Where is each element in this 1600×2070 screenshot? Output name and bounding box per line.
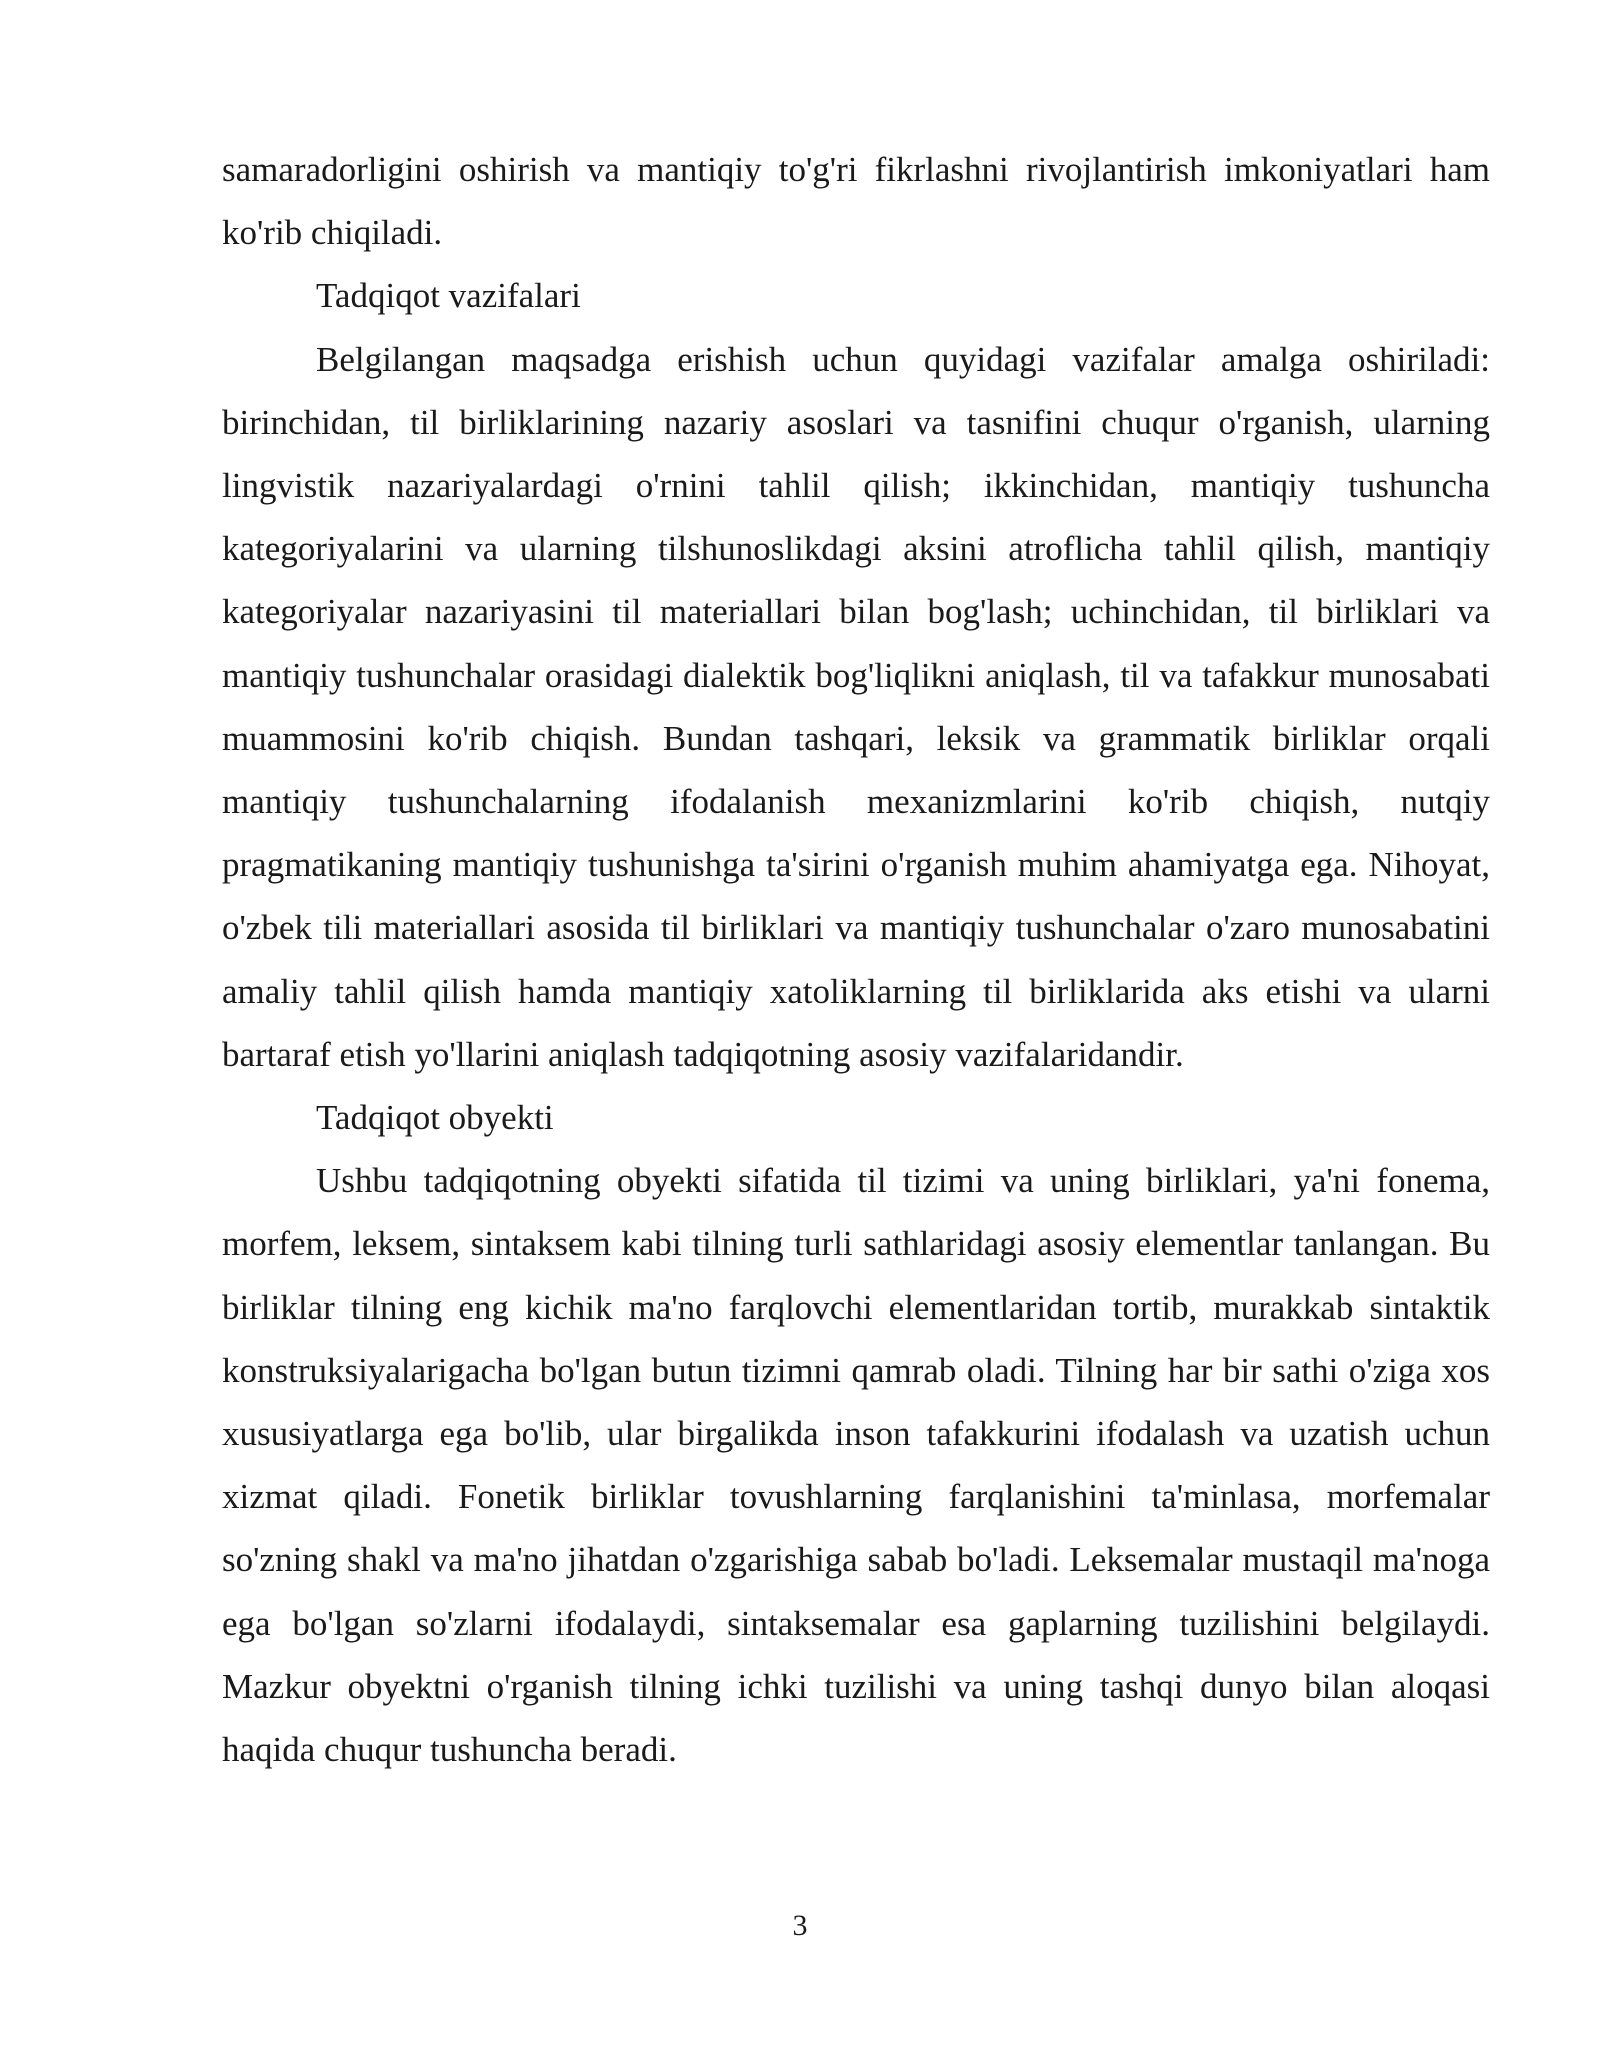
paragraph-tasks: Belgilangan maqsadga erishish uchun quyidagi vazifalar amalga oshiriladi: birinchidan, til birliklarining nazariy asoslari va tasnifini chuqur o'rganish, ularning lingvistik nazariyalardagi o'rnini tahlil qilish; ikkinchidan, mantiqiy tushuncha kategoriyalarini va ularning tilshunoslikdagi aksini atroflicha tahlil qilish, mantiqiy kategoriyalar nazariyasini til materiallari bilan bog'lash; uchinchidan, til birliklari va mantiqiy tushunchalar orasidagi dialektik bog'liqlikni aniqlash, til va tafakkur munosabati muammosini ko'rib chiqish. Bundan tashqari, leksik va grammatik birliklar orqali mantiqiy tushunchalarning ifodalanish mexanizmlarini ko'rib chiqish, nutqiy pragmatikaning mantiqiy tushunishga ta'sirini o'rganish muhim ahamiyatga ega. Nihoyat, o'zbek tili materiallari asosida til birliklari va mantiqiy tushunchalar o'zaro munosabatini amaliy tahlil qilish hamda mantiqiy xatoliklarning til birliklarida aks etishi va ularni bartaraf etish yo'llarini aniqlash tadqiqotning asosiy vazifalaridandir. (222, 339, 1490, 1074)
paragraph-continuation: samaradorligini oshirish va mantiqiy to'g'ri fikrlashni rivojlantirish imkoniyatlari ham ko'rib chiqiladi. (222, 150, 1490, 253)
paragraph-object: Ushbu tadqiqotning obyekti sifatida til tizimi va uning birliklari, ya'ni fonema, morfem, leksem, sintaksem kabi tilning turli sathlaridagi asosiy elementlar tanlangan. Bu birliklar tilning eng kichik ma'no farqlovchi elementlaridan tortib, murakkab sintaktik konstruksiyalarigacha bo'lgan butun tizimni qamrab oladi. Tilning har bir sathi o'ziga xos xususiyatlarga ega bo'lib, ular birgalikda inson tafakkurini ifodalash va uzatish uchun xizmat qiladi. Fonetik birliklar tovushlarning farqlanishini ta'minlasa, morfemalar so'zning shakl va ma'no jihatdan o'zgarishiga sabab bo'ladi. Leksemalar mustaqil ma'noga ega bo'lgan so'zlarni ifodalaydi, sintaksemalar esa gaplarning tuzilishini belgilaydi. Mazkur obyektni o'rganish tilning ichki tuzilishi va uning tashqi dunyo bilan aloqasi haqida chuqur tushuncha beradi. (222, 1161, 1490, 1770)
document-body (222, 138, 1490, 1781)
page-number: 3 (792, 1909, 808, 1942)
section-heading-tasks: Tadqiqot vazifalari (316, 276, 581, 316)
section-heading-object: Tadqiqot obyekti (316, 1098, 554, 1138)
